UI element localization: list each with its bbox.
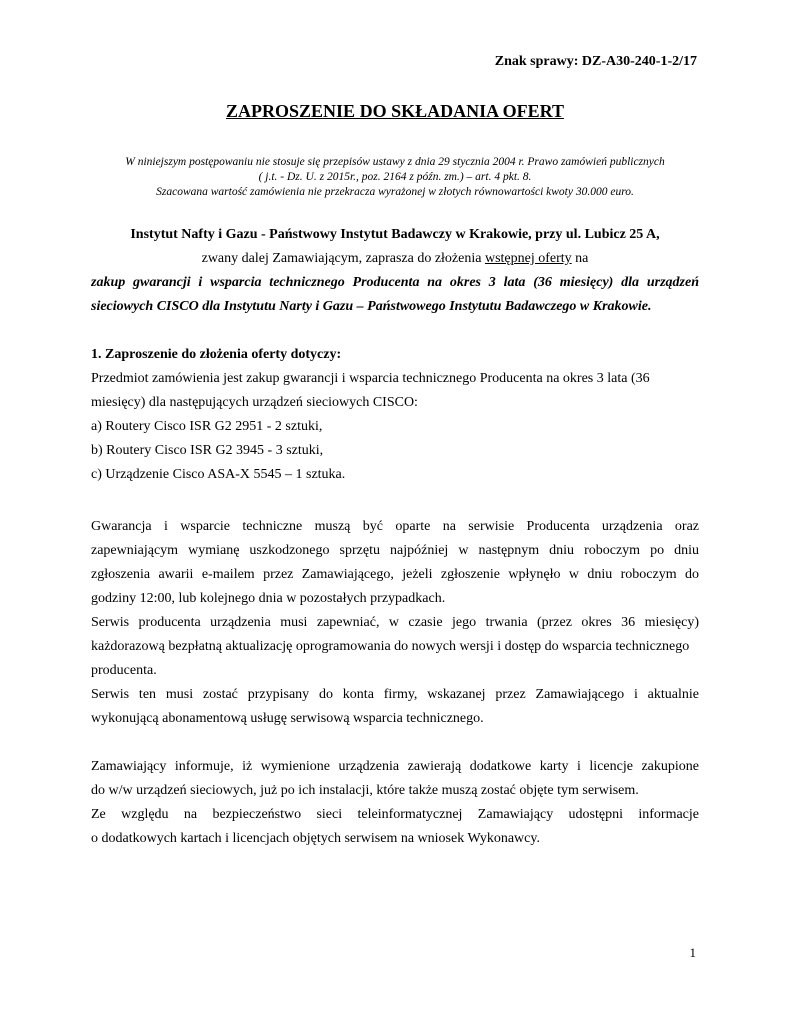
device-list-item: a) Routery Cisco ISR G2 2951 - 2 sztuki, <box>91 419 323 434</box>
section-description: Przedmiot zamówienia jest zakup gwarancji i wsparcia technicznego Producenta na okres 3 lata (36 <box>91 371 650 386</box>
legal-note-line: ( j.t. - Dz. U. z 2015r., poz. 2164 z późn. zm.) – art. 4 pkt. 8. <box>258 171 532 183</box>
security-paragraph-line: Ze względu na bezpieczeństwo sieci teleinformatycznej Zamawiający udostępni informacje <box>91 807 699 822</box>
warranty-paragraph-line: godziny 12:00, lub kolejnego dnia w pozostałych przypadkach. <box>91 591 446 606</box>
account-paragraph-line: wykonującą abonamentową usługę serwisową wsparcia technicznego. <box>91 711 484 726</box>
document-body <box>91 223 699 851</box>
device-list-item: b) Routery Cisco ISR G2 3945 - 3 sztuki, <box>91 443 324 458</box>
subject-line: sieciowych CISCO dla Instytutu Narty i Gazu – Państwowego Instytutu Badawczego w Krakowie. <box>91 299 652 314</box>
page-number: 1 <box>689 945 696 960</box>
section-heading: 1. Zaproszenie do złożenia oferty dotyczy: <box>91 347 342 362</box>
invitation-text: zwany dalej Zamawiającym, zaprasza do złożenia <box>201 251 485 266</box>
service-paragraph-line: Serwis producenta urządzenia musi zapewniać, w czasie jego trwania (przez okres 36 miesięcy) <box>91 615 699 630</box>
invitation-line <box>91 247 699 271</box>
device-list-item: c) Urządzenie Cisco ASA-X 5545 – 1 sztuka. <box>91 467 346 482</box>
security-paragraph-line: o dodatkowych kartach i licencjach objętych serwisem na wniosek Wykonawcy. <box>91 831 540 846</box>
case-reference: Znak sprawy: DZ-A30-240-1-2/17 <box>494 54 697 69</box>
warranty-paragraph-line: Gwarancja i wsparcie techniczne muszą być oparte na serwisie Producenta urządzenia oraz <box>91 519 699 534</box>
document-title: ZAPROSZENIE DO SKŁADANIA OFERT <box>226 101 564 121</box>
legal-note-line: Szacowana wartość zamówienia nie przekracza wyrażonej w złotych równowartości kwoty 30.000 euro. <box>156 186 634 198</box>
warranty-paragraph-line: zgłoszenia awarii e-mailem przez Zamawiającego, jeżeli zgłoszenie wpłynęło w dniu roboczym do <box>91 567 699 582</box>
account-paragraph-line: Serwis ten musi zostać przypisany do konta firmy, wskazanej przez Zamawiającego i aktualnie <box>91 687 699 702</box>
institute-line: Instytut Nafty i Gazu - Państwowy Instytut Badawczy w Krakowie, przy ul. Lubicz 25 A, <box>130 227 660 242</box>
warranty-paragraph-line: zapewniającym wymianę uszkodzonego sprzętu najpóźniej w następnym dniu roboczym po dniu <box>91 543 699 558</box>
section-description: miesięcy) dla następujących urządzeń sieciowych CISCO: <box>91 395 418 410</box>
legal-note-line: W niniejszym postępowaniu nie stosuje się przepisów ustawy z dnia 29 stycznia 2004 r. Prawo zamówień publicznych <box>125 156 665 168</box>
service-paragraph-line: producenta. <box>91 663 157 678</box>
cards-paragraph-line: Zamawiający informuje, iż wymienione urządzenia zawierają dodatkowe karty i licencje zakupione <box>91 759 699 774</box>
invitation-underlined: wstępnej oferty <box>484 251 572 266</box>
cards-paragraph-line: do w/w urządzeń sieciowych, już po ich instalacji, które także muszą zostać objęte tym serwisem. <box>91 783 639 798</box>
invitation-text-end: na <box>571 251 589 266</box>
service-paragraph-line: każdorazową bezpłatną aktualizację oprogramowania do nowych wersji i dostęp do wsparcia technicznego <box>91 639 690 654</box>
subject-line: zakup gwarancji i wsparcia technicznego Producenta na okres 3 lata (36 miesięcy) dla urządzeń <box>91 275 699 290</box>
legal-note <box>90 155 700 200</box>
